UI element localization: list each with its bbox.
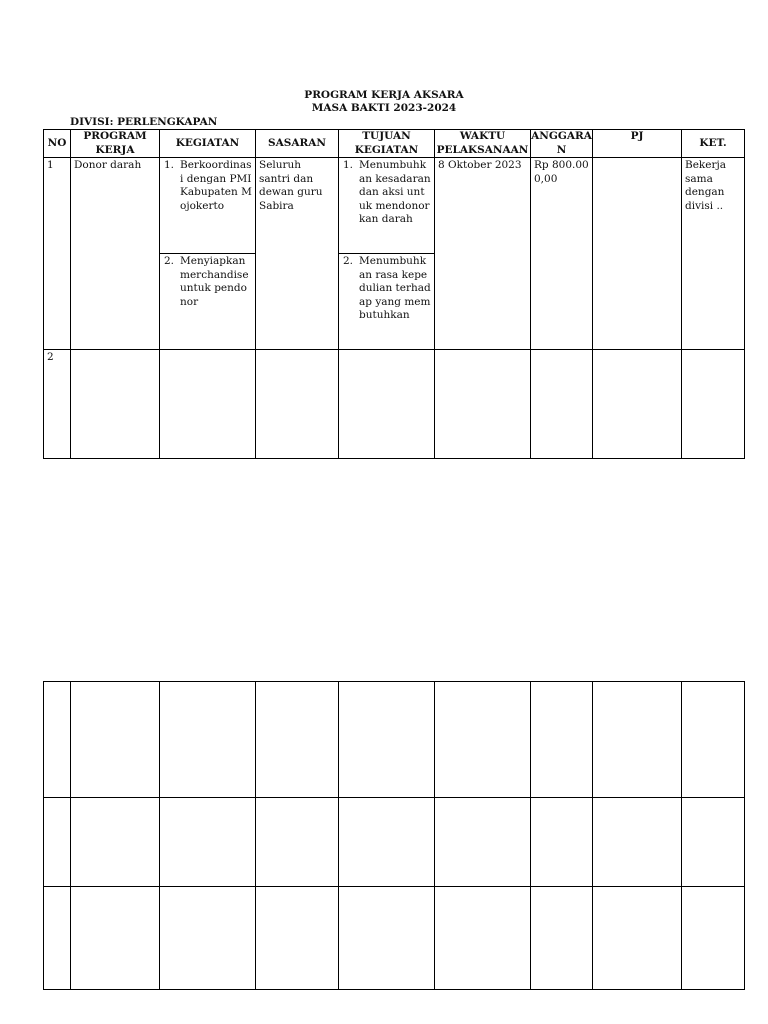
list-number: 2. <box>343 255 354 267</box>
empty-cell <box>71 682 160 798</box>
empty-cell <box>339 682 435 798</box>
empty-cell <box>682 887 745 990</box>
document-title: PROGRAM KERJA AKSARA <box>304 89 464 101</box>
row1-pj <box>593 158 682 350</box>
row2-pj <box>593 350 682 459</box>
row1-waktu-pelaksanaan: 8 Oktober 2023 <box>435 158 531 350</box>
empty-cell <box>256 682 339 798</box>
empty-cell <box>44 887 71 990</box>
empty-cell <box>531 887 593 990</box>
row2-waktu-pelaksanaan <box>435 350 531 459</box>
list-text: Menumbuhkan kesadaran dan aksi untuk mendonorkan darah <box>359 159 431 225</box>
empty-cell <box>44 798 71 887</box>
header-program-kerja: PROGRAM KERJA <box>71 130 160 158</box>
empty-cell <box>593 798 682 887</box>
row1-no: 1 <box>44 158 71 350</box>
empty-table-row <box>44 682 745 798</box>
list-text: Berkoordinasi dengan PMI Kabupaten Mojokerto <box>180 159 252 212</box>
division-label: DIVISI: PERLENGKAPAN <box>70 116 218 128</box>
empty-cell <box>593 887 682 990</box>
empty-cell <box>160 682 256 798</box>
continuation-table <box>43 681 745 990</box>
list-number: 2. <box>164 255 175 267</box>
list-number: 1. <box>164 159 175 171</box>
header-no: NO <box>44 130 71 158</box>
row2-ket <box>682 350 745 459</box>
row2-kegiatan <box>160 350 256 459</box>
empty-cell <box>339 798 435 887</box>
row2-no: 2 <box>44 350 71 459</box>
document-subtitle: MASA BAKTI 2023-2024 <box>311 102 457 114</box>
empty-cell <box>44 682 71 798</box>
work-program-table <box>43 129 745 459</box>
row1-kegiatan-2 <box>160 254 256 350</box>
empty-cell <box>593 682 682 798</box>
empty-table-row <box>44 798 745 887</box>
row2-sasaran <box>256 350 339 459</box>
header-ket: KET. <box>682 130 745 158</box>
header-waktu-pelaksanaan: WAKTU PELAKSANAAN <box>435 130 531 158</box>
empty-table-row <box>44 887 745 990</box>
table-row <box>44 350 745 459</box>
row1-sasaran: Seluruh santri dan dewan guru Sabira <box>256 158 339 350</box>
empty-cell <box>435 798 531 887</box>
row1-anggaran: Rp 800.000,00 <box>531 158 593 350</box>
list-text: Menyiapkan merchandise untuk pendonor <box>180 255 249 308</box>
empty-cell <box>682 682 745 798</box>
table-header-row <box>44 130 745 158</box>
row2-tujuan-kegiatan <box>339 350 435 459</box>
empty-cell <box>682 798 745 887</box>
row2-program-kerja <box>71 350 160 459</box>
empty-cell <box>435 682 531 798</box>
table-row <box>44 158 745 254</box>
header-kegiatan: KEGIATAN <box>160 130 256 158</box>
empty-cell <box>256 887 339 990</box>
row1-tujuan-2 <box>339 254 435 350</box>
row1-ket: Bekerja sama dengan divisi .. <box>682 158 745 350</box>
header-pj: PJ <box>593 130 682 158</box>
header-sasaran: SASARAN <box>256 130 339 158</box>
empty-cell <box>71 798 160 887</box>
row1-kegiatan-1 <box>160 158 256 254</box>
row1-program-kerja: Donor darah <box>71 158 160 350</box>
header-tujuan-kegiatan: TUJUAN KEGIATAN <box>339 130 435 158</box>
header-anggaran: ANGGARAN <box>531 130 592 156</box>
row1-tujuan-1 <box>339 158 435 254</box>
row2-anggaran <box>531 350 593 459</box>
empty-cell <box>531 682 593 798</box>
empty-cell <box>160 798 256 887</box>
empty-cell <box>339 887 435 990</box>
empty-cell <box>531 798 593 887</box>
empty-cell <box>435 887 531 990</box>
list-text: Menumbuhkan rasa kepedulian terhadap yang membutuhkan <box>359 255 431 321</box>
empty-cell <box>71 887 160 990</box>
empty-cell <box>160 887 256 990</box>
empty-cell <box>256 798 339 887</box>
list-number: 1. <box>343 159 354 171</box>
